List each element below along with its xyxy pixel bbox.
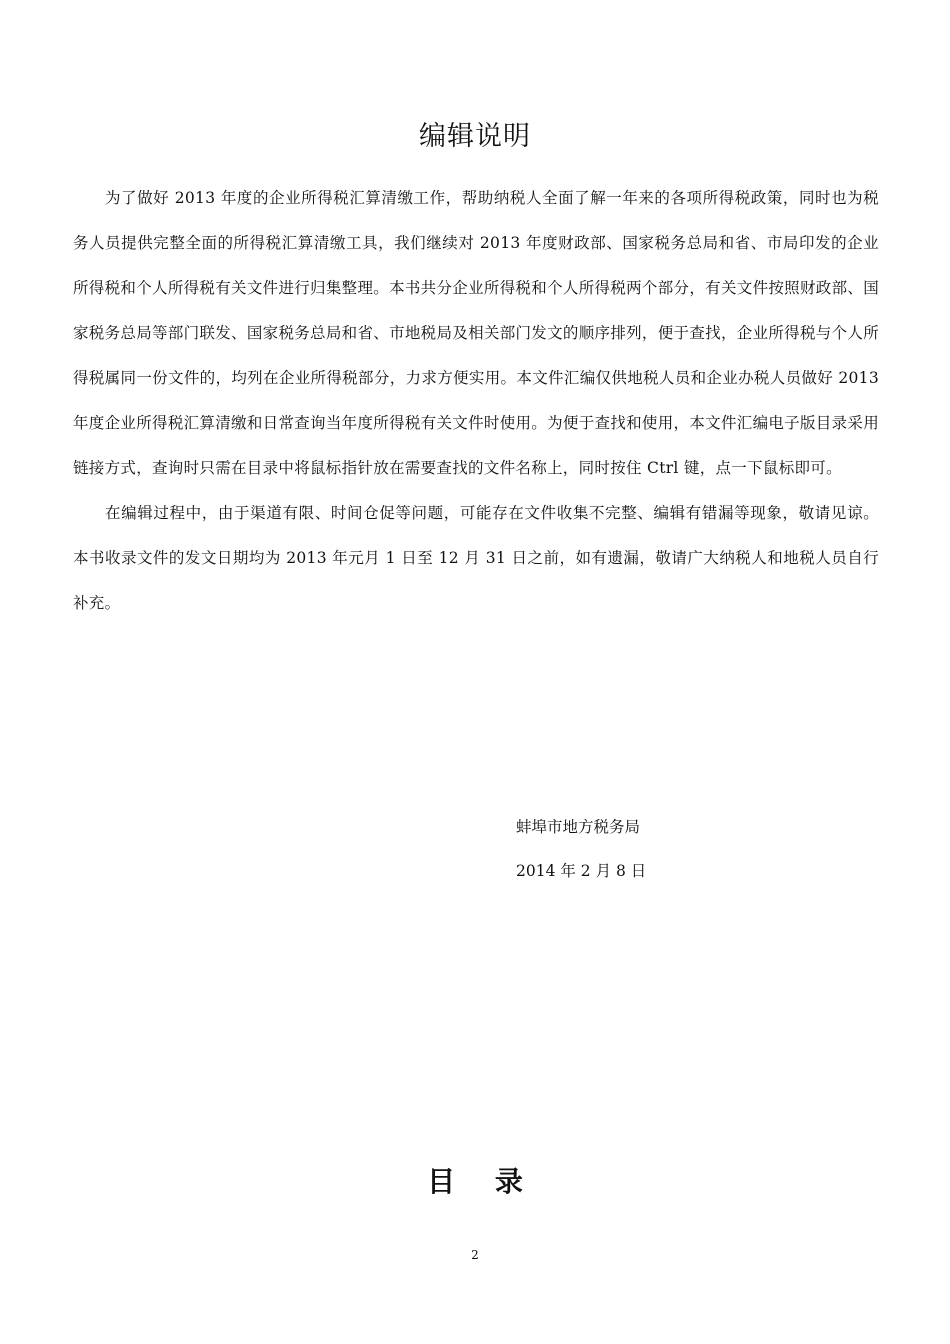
document-body [73,176,879,626]
toc-title: 目 录 [427,1165,523,1198]
page-number: 2 [471,1248,479,1262]
paragraph: 为了做好 2013 年度的企业所得税汇算清缴工作，帮助纳税人全面了解一年来的各项所得税政策，同时也为税务人员提供完整全面的所得税汇算清缴工具，我们继续对 2013 年度财政部、国家税务总局和省、市局印发的企业所得税和个人所得税有关文件进行归集整理。本书共分企业所得税和个人所得税两个部分，有关文件按照财政部、国家税务总局等部门联发、国家税务总局和省、市地税局及相关部门发文的顺序排列，便于查找，企业所得税与个人所得税属同一份文件的，均列在企业所得税部分，力求方便实用。本文件汇编仅供地税人员和企业办税人员做好 2013 年度企业所得税汇算清缴和日常查询当年度所得税有关文件时使用。为便于查找和使用，本文件汇编电子版目录采用链接方式，查询时只需在目录中将鼠标指针放在需要查找的文件名称上，同时按住 Ctrl 键，点一下鼠标即可。 [73,189,879,477]
signature-organization: 蚌埠市地方税务局 [516,818,641,836]
signature-block [516,805,646,893]
paragraph: 在编辑过程中，由于渠道有限、时间仓促等问题，可能存在文件收集不完整、编辑有错漏等现象，敬请见谅。本书收录文件的发文日期均为 2013 年元月 1 日至 12 月 31 日之前，如有遗漏，敬请广大纳税人和地税人员自行补充。 [73,504,879,612]
signature-date: 2014 年 2 月 8 日 [516,862,647,880]
document-title: 编辑说明 [419,121,531,152]
